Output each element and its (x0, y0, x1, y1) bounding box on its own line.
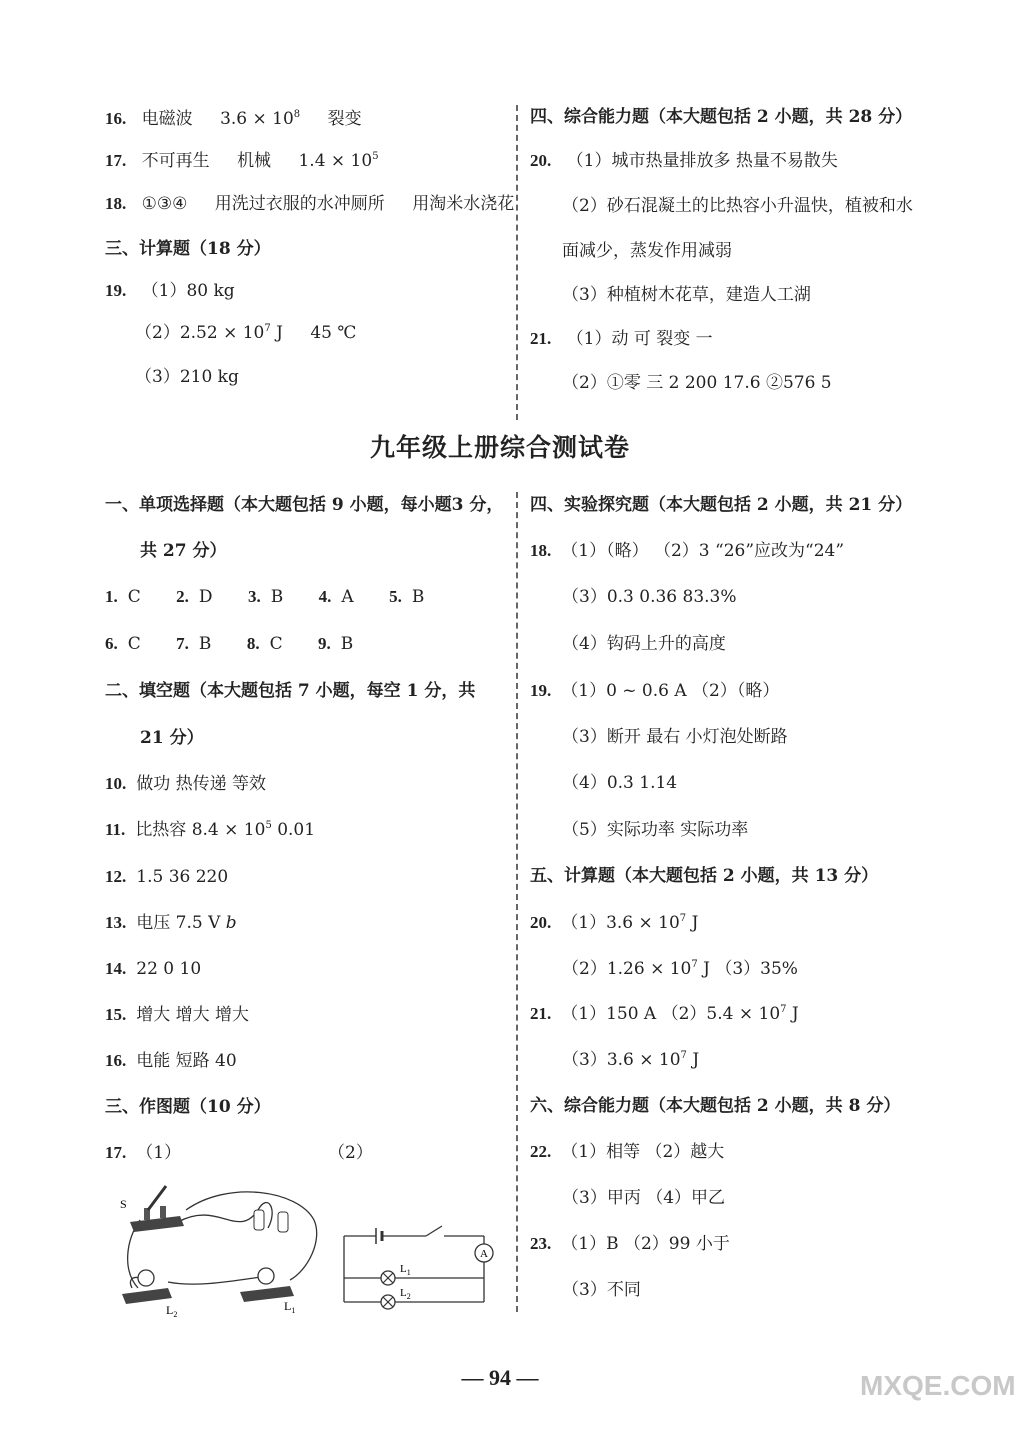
answer-19-part4: （4）0.3 1.14 (562, 773, 678, 793)
answer-19-part5: （5）实际功率 实际功率 (562, 820, 749, 840)
answer-22-part2: （3）甲丙 （4）甲乙 (562, 1188, 726, 1208)
section-fill-blank: 二、填空题（本大题包括 7 小题，每空 1 分，共 (105, 681, 476, 701)
answer-20-part2b: 面减少，蒸发作用减弱 (562, 241, 732, 261)
answer-14: 14. 22 0 10 (105, 959, 202, 979)
answer-10: 10. 做功 热传递 等效 (105, 774, 267, 794)
answer-18-top: 18. ①③④ 用洗过衣服的水冲厕所 用淘米水浇花 (105, 194, 515, 214)
answer-19-part2: $(2)2.52 \times 10^7$ J 45 ℃ (135, 323, 357, 343)
section-calc-top: 三、计算题（18 分） (105, 239, 271, 259)
lamp-l2-label: $L_2$ (166, 1303, 178, 1319)
answer-18-part3: （3）0.3 0.36 83.3% (562, 587, 737, 607)
page-number: — 94 — (461, 1365, 539, 1390)
answer-11: 11. 比热容 $8.4 \times 10^5$ 0.01 (105, 820, 316, 840)
column-divider-main (516, 492, 518, 1312)
answer-20-part3: （3）种植树木花草，建造人工湖 (562, 285, 811, 305)
answer-17: 17. （1） (105, 1143, 182, 1163)
answer-16-top: 16. 电磁波 $3.6 \times 10^8$ 裂变 (105, 109, 362, 129)
answer-21-part3: $(3)3.6 \times 10^7$ J (562, 1050, 700, 1070)
answer-19-top: 19. （1）80 kg (105, 281, 235, 301)
section-drawing: 三、作图题（10 分） (105, 1097, 271, 1117)
section-comprehensive: 六、综合能力题（本大题包括 2 小题，共 8 分） (530, 1096, 901, 1116)
answer-22: 22. （1）相等 （2）越大 (530, 1142, 725, 1162)
section-multiple-choice-cont: 共 27 分） (140, 541, 227, 561)
mc-row-1: 1. C 2. D 3. B 4. A 5. B (105, 587, 425, 607)
answer-17-top: 17. 不可再生 机械 $1.4 \times 10^5$ (105, 151, 379, 171)
section-calculation: 五、计算题（本大题包括 2 小题，共 13 分） (530, 866, 879, 886)
watermark: MXQE.COM (860, 1370, 1016, 1401)
answer-20-part2: $(2)1.26 \times 10^7$ J （3）35% (562, 959, 798, 979)
page-title: 九年级上册综合测试卷 (369, 433, 630, 462)
answer-13: 13. 电压 7.5 V b (105, 913, 237, 933)
section-fill-blank-cont: 21 分） (140, 728, 204, 748)
answer-20-part2a: （2）砂石混凝土的比热容小升温快，植被和水 (562, 196, 913, 216)
answer-15: 15. 增大 增大 增大 (105, 1005, 250, 1025)
answer-20-top: 20. （1）城市热量排放多 热量不易散失 (530, 151, 838, 171)
answer-18-part4: （4）钩码上升的高度 (562, 634, 726, 654)
ammeter-label: A (480, 1248, 488, 1260)
answer-19-part3: （3）210 kg (135, 367, 239, 387)
answer-23: 23. （1）B （2）99 小于 (530, 1234, 730, 1254)
circuit-physical-figure (118, 1180, 328, 1319)
mc-row-2: 6. C 7. B 8. C 9. B (105, 634, 354, 654)
schematic-l2-label: $L_2$ (400, 1287, 411, 1301)
lamp-l1-label: $L_1$ (284, 1299, 296, 1315)
section-multiple-choice: 一、单项选择题（本大题包括 9 小题，每小题3 分， (105, 495, 504, 515)
answer-19: 19. （1）0 ~ 0.6 A （2）（略） (530, 681, 780, 701)
answer-16: 16. 电能 短路 40 (105, 1051, 237, 1071)
circuit-schematic-figure (338, 1210, 498, 1310)
answer-21-top: 21. （1）动 可 裂变 一 (530, 329, 713, 349)
answer-19-part3: （3）断开 最右 小灯泡处断路 (562, 727, 788, 747)
answer-12: 12. 1.5 36 220 (105, 867, 229, 887)
answer-20: 20. $(1)3.6 \times 10^7$ J (530, 913, 699, 933)
schematic-l1-label: $L_1$ (400, 1263, 411, 1277)
answer-23-part3: （3）不同 (562, 1280, 641, 1300)
section-experiment: 四、实验探究题（本大题包括 2 小题，共 21 分） (530, 495, 913, 515)
answer-21: 21. （1）150 A $(2)5.4 \times 10^7$ J (530, 1004, 799, 1024)
switch-label: S (120, 1197, 127, 1211)
answer-21-part2: （2）①零 三 2 200 17.6 ②576 5 (562, 373, 832, 393)
section-comprehensive-top: 四、综合能力题（本大题包括 2 小题，共 28 分） (530, 107, 913, 127)
answer-18: 18. （1）（略） （2）3 “26”应改为“24” (530, 541, 845, 561)
answer-17-part2-label: （2） (328, 1143, 373, 1163)
column-divider-top (516, 105, 518, 420)
